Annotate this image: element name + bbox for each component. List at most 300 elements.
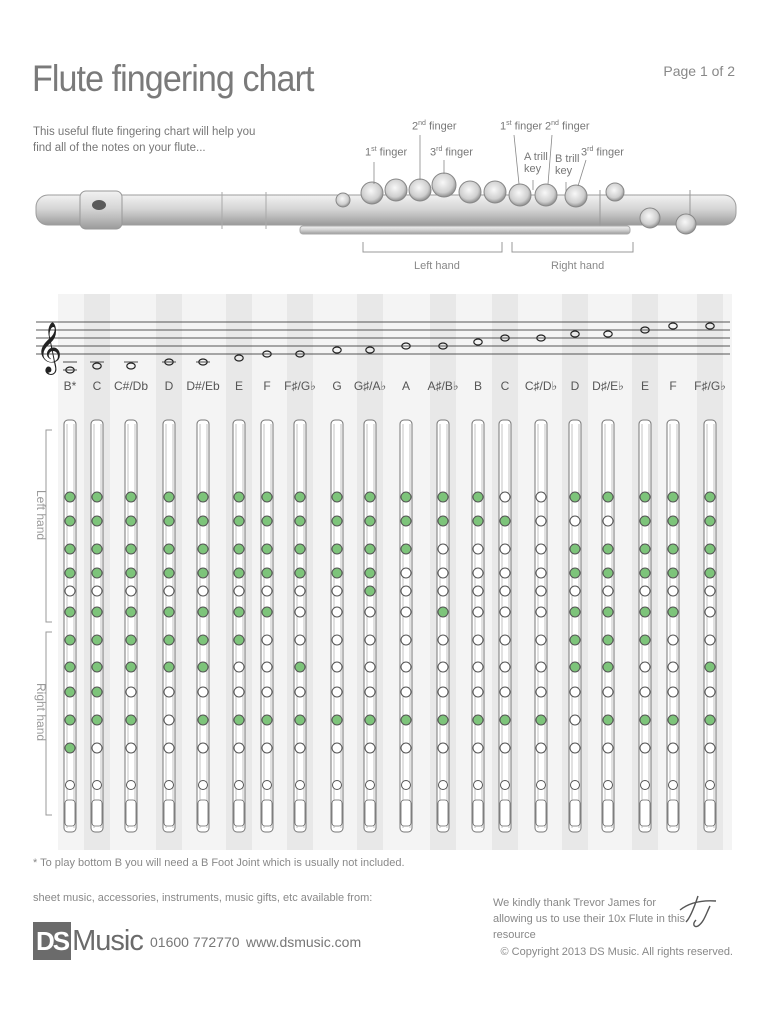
key [473,516,483,526]
key [92,687,102,697]
foot-key [93,781,102,790]
foot-key [66,781,75,790]
key [473,568,483,578]
key [401,607,411,617]
note-label: B* [63,379,77,393]
key [473,662,483,672]
fingering-column [331,420,343,832]
key [365,516,375,526]
fingering-column [294,420,306,832]
key [126,607,136,617]
key [262,492,272,502]
key [295,715,305,725]
key [295,743,305,753]
fingering-column [472,420,484,832]
foot-key [402,781,411,790]
key [668,516,678,526]
key [295,607,305,617]
key [164,492,174,502]
note-label: A [401,379,411,393]
key [640,568,650,578]
key [234,544,244,554]
key [668,743,678,753]
key [401,635,411,645]
key [332,544,342,554]
note-label: B [473,379,483,393]
key [295,635,305,645]
key [234,586,244,596]
key [198,516,208,526]
key [401,568,411,578]
fingering-column [125,420,137,832]
footnote: * To play bottom B you will need a B Foot Joint which is usually not included. [33,857,405,869]
foot-key [235,781,244,790]
key [332,516,342,526]
key [365,687,375,697]
note-label: G♯/A♭ [353,379,387,393]
key [295,568,305,578]
key [640,516,650,526]
key [295,544,305,554]
key [198,544,208,554]
key [705,516,715,526]
key [401,544,411,554]
key [126,544,136,554]
foot-key [333,781,342,790]
key [92,635,102,645]
fingering-column [400,420,412,832]
key [234,635,244,645]
availability-text: sheet music, accessories, instruments, music gifts, etc available from: [33,892,373,904]
key [438,544,448,554]
key [668,568,678,578]
key [65,544,75,554]
note-label: C [500,379,510,393]
key [640,607,650,617]
page-title: Flute fingering chart [32,58,314,99]
key [640,635,650,645]
key [234,687,244,697]
key [332,586,342,596]
key [365,607,375,617]
key [332,687,342,697]
key [332,607,342,617]
phone-number: 01600 772770 [150,934,240,950]
key [126,662,136,672]
fingering-column [64,420,76,832]
key [401,516,411,526]
callout-lh-finger3: 3rd finger [430,146,473,159]
foot-key [439,781,448,790]
key [438,687,448,697]
key [262,715,272,725]
key [295,516,305,526]
key [198,568,208,578]
key [668,687,678,697]
page-number: Page 1 of 2 [663,63,735,79]
key [198,715,208,725]
diagram-left-hand-label: Left hand [414,260,460,272]
key [164,635,174,645]
key [603,715,613,725]
foot-key [604,781,613,790]
key [198,743,208,753]
note-label: D#/Eb [186,379,220,393]
key [536,568,546,578]
note-label: A♯/B♭ [427,379,459,393]
key [164,586,174,596]
key [438,743,448,753]
key [234,516,244,526]
key [438,635,448,645]
key [500,743,510,753]
key [365,586,375,596]
foot-key [501,781,510,790]
note-label: D♯/E♭ [592,379,624,393]
key [65,516,75,526]
key [126,568,136,578]
key [164,662,174,672]
key [705,687,715,697]
key [570,715,580,725]
key [570,568,580,578]
key [332,743,342,753]
key [234,715,244,725]
key [668,662,678,672]
key [126,492,136,502]
key [198,607,208,617]
fingering-column [91,420,103,832]
key [65,743,75,753]
key [473,743,483,753]
key [640,743,650,753]
key [536,687,546,697]
key [668,635,678,645]
key [603,662,613,672]
key [332,715,342,725]
key [234,607,244,617]
key [198,687,208,697]
key [332,568,342,578]
key [500,662,510,672]
treble-clef: 𝄞 [36,322,63,373]
key [640,715,650,725]
key [473,586,483,596]
key [603,607,613,617]
key [92,568,102,578]
fingering-column [535,420,547,832]
key [164,516,174,526]
key [705,715,715,725]
key [365,568,375,578]
key [65,662,75,672]
key [705,607,715,617]
fingering-column [569,420,581,832]
key [536,516,546,526]
key [668,544,678,554]
callout-lh-finger2: 2nd finger [412,120,457,133]
key [640,492,650,502]
key [603,568,613,578]
note-label: G [332,379,342,393]
key [365,544,375,554]
key [92,743,102,753]
key [640,544,650,554]
logo-ds: DS [33,922,71,960]
fingering-column [197,420,209,832]
key [438,516,448,526]
key [164,607,174,617]
key [295,586,305,596]
logo-music: Music [72,924,143,957]
foot-key [199,781,208,790]
key [603,687,613,697]
fingering-column [704,420,716,832]
key [198,635,208,645]
callout-rh-finger2: 2nd finger [545,120,590,133]
key [262,687,272,697]
key [126,635,136,645]
key [603,635,613,645]
key [295,687,305,697]
key [365,743,375,753]
key [401,586,411,596]
key [92,715,102,725]
key [570,516,580,526]
key [536,544,546,554]
key [65,568,75,578]
key [332,492,342,502]
key [92,586,102,596]
key [570,635,580,645]
fingering-column [364,420,376,832]
key [570,662,580,672]
key [570,586,580,596]
key [198,586,208,596]
key [536,715,546,725]
foot-key [641,781,650,790]
side-right-hand-label: Right hand [34,683,48,742]
key [65,687,75,697]
key [668,586,678,596]
key [401,743,411,753]
key [234,662,244,672]
key [500,568,510,578]
key [705,568,715,578]
key [126,743,136,753]
key [570,607,580,617]
key [438,586,448,596]
signature [676,888,736,928]
key [164,544,174,554]
key [164,687,174,697]
key [536,607,546,617]
key [640,662,650,672]
note-label: D [570,379,580,393]
key [705,544,715,554]
key [500,516,510,526]
key [473,635,483,645]
callout-a-trill: A trill key [524,151,548,175]
key [500,492,510,502]
key [640,586,650,596]
key [198,662,208,672]
note-label: F [263,379,271,393]
key [473,544,483,554]
fingering-column [602,420,614,832]
ds-music-logo [33,920,143,962]
key [500,687,510,697]
key [500,586,510,596]
key [603,492,613,502]
note-label: C♯/D♭ [524,379,558,393]
foot-key [571,781,580,790]
key [438,607,448,617]
key [262,635,272,645]
key [262,662,272,672]
key [365,715,375,725]
key [668,607,678,617]
note-label: C [92,379,102,393]
foot-key [366,781,375,790]
key [92,492,102,502]
key [295,492,305,502]
key [164,568,174,578]
foot-key [127,781,136,790]
key [365,662,375,672]
key [262,586,272,596]
column-stripes [58,294,732,850]
key [65,715,75,725]
key [705,662,715,672]
key [262,607,272,617]
key [473,715,483,725]
key [473,687,483,697]
diagram-right-hand-label: Right hand [551,260,605,272]
fingering-column [233,420,245,832]
key [536,743,546,753]
key [332,662,342,672]
key [570,687,580,697]
foot-key [296,781,305,790]
hand-side-brackets [34,430,52,815]
key [65,607,75,617]
side-left-hand-label: Left hand [34,490,48,541]
key [234,568,244,578]
key [401,492,411,502]
key [705,743,715,753]
key [65,586,75,596]
key [65,635,75,645]
key [500,715,510,725]
key [705,492,715,502]
key [164,743,174,753]
key [640,687,650,697]
note-label: E [640,379,650,393]
note-label: E [234,379,244,393]
key [438,715,448,725]
key [668,715,678,725]
key [473,607,483,617]
key [92,544,102,554]
foot-key [669,781,678,790]
key [92,662,102,672]
key [500,544,510,554]
key [705,635,715,645]
website-link[interactable]: www.dsmusic.com [246,934,362,950]
key [473,492,483,502]
fingering-column [639,420,651,832]
key [332,635,342,645]
callout-rh-finger3: 3rd finger [581,146,624,159]
fingering-column [499,420,511,832]
key [705,586,715,596]
key [92,516,102,526]
key [570,492,580,502]
key [536,586,546,596]
key [295,662,305,672]
key [234,743,244,753]
key [570,743,580,753]
key [198,492,208,502]
callout-lh-finger1: 1st finger [365,146,408,159]
note-label: F♯/G♭ [284,379,316,393]
key [668,492,678,502]
fingering-column [163,420,175,832]
note-label: F [669,379,677,393]
callout-rh-finger1: 1st finger [500,120,543,133]
copyright: © Copyright 2013 DS Music. All rights reserved. [500,946,733,958]
foot-key [263,781,272,790]
note-label: C#/Db [113,379,149,393]
key [603,544,613,554]
intro-text: This useful flute fingering chart will help you find all of the notes on your flute... [33,126,256,154]
key [262,544,272,554]
foot-key [706,781,715,790]
key [401,662,411,672]
key [262,516,272,526]
key [126,715,136,725]
key [500,635,510,645]
key [438,662,448,672]
key [401,687,411,697]
thanks-text: We kindly thank Trevor James for allowing us to use their 10x Flute in this resource [493,897,685,941]
key [92,607,102,617]
callout-b-trill: B trill key [555,153,580,177]
key [126,516,136,526]
key [365,492,375,502]
fingering-column [261,420,273,832]
fingering-column [667,420,679,832]
key [536,635,546,645]
key [164,715,174,725]
key [603,586,613,596]
key [126,586,136,596]
note-label: F♯/G♭ [694,379,726,393]
foot-key [165,781,174,790]
key [536,662,546,672]
key [365,635,375,645]
key [536,492,546,502]
note-label: D [164,379,174,393]
fingering-column [437,420,449,832]
key [603,743,613,753]
foot-key [474,781,483,790]
key [401,715,411,725]
key [126,687,136,697]
key [500,607,510,617]
key [234,492,244,502]
